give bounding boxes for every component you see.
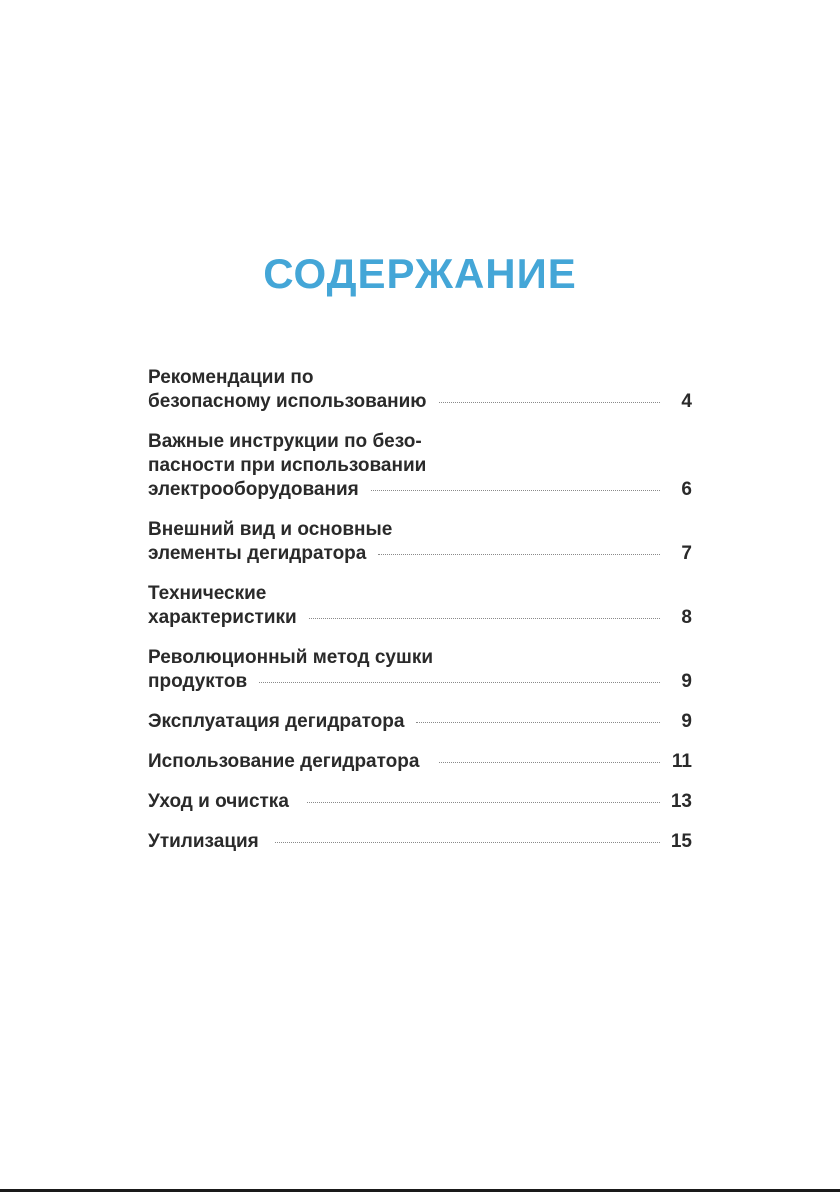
toc-entry[interactable]: [148, 518, 692, 566]
toc-entry-title-line: пасности при использовании: [148, 455, 427, 476]
toc-entry-title-line: характеристики: [148, 607, 297, 628]
toc-entry[interactable]: [148, 646, 692, 694]
dot-leader: [439, 401, 660, 403]
toc-entry-title-line: Эксплуатация дегидратора: [148, 711, 405, 732]
dot-leader: [307, 801, 660, 803]
toc-page-number: 15: [670, 831, 692, 852]
toc-entry-title-line: Революционный метод сушки: [148, 647, 434, 668]
toc-page-number: 9: [681, 671, 692, 692]
toc-entry[interactable]: [148, 710, 692, 734]
dot-leader: [378, 553, 660, 555]
toc-page-number: 9: [681, 711, 692, 732]
toc-entry[interactable]: [148, 430, 692, 502]
dot-leader: [275, 841, 660, 843]
dot-leader: [371, 489, 660, 491]
toc-page-number: 7: [681, 543, 692, 564]
toc-page-number: 13: [670, 791, 692, 812]
page-title: СОДЕРЖАНИЕ: [263, 250, 577, 297]
dot-leader: [439, 761, 660, 763]
toc-entry-title-line: Важные инструкции по безо-: [148, 431, 422, 452]
table-of-contents: [148, 366, 692, 854]
toc-entry-title-line: безопасному использованию: [148, 391, 427, 412]
toc-entry[interactable]: [148, 366, 692, 414]
dot-leader: [309, 617, 660, 619]
toc-entry-title-line: продуктов: [148, 671, 248, 692]
toc-page-number: 11: [671, 751, 692, 772]
dot-leader: [259, 681, 660, 683]
toc-page-number: 4: [681, 391, 692, 412]
toc-entry-title-line: электрооборудования: [148, 479, 359, 500]
toc-entry-title-line: Использование дегидратора: [148, 751, 420, 772]
toc-entry-title-line: Рекомендации по: [148, 367, 314, 388]
toc-entry-title-line: Уход и очистка: [148, 791, 289, 812]
toc-entry[interactable]: [148, 750, 692, 774]
toc-entry[interactable]: [148, 830, 692, 854]
toc-entry-title-line: Утилизация: [148, 831, 259, 852]
toc-entry[interactable]: [148, 582, 692, 630]
toc-entry[interactable]: [148, 790, 692, 814]
toc-entry-title-line: Технические: [148, 583, 267, 604]
toc-page-number: 8: [681, 607, 692, 628]
toc-entry-title-line: Внешний вид и основные: [148, 519, 393, 540]
dot-leader: [416, 721, 660, 723]
toc-page-number: 6: [681, 479, 692, 500]
toc-entry-title-line: элементы дегидратора: [148, 543, 367, 564]
